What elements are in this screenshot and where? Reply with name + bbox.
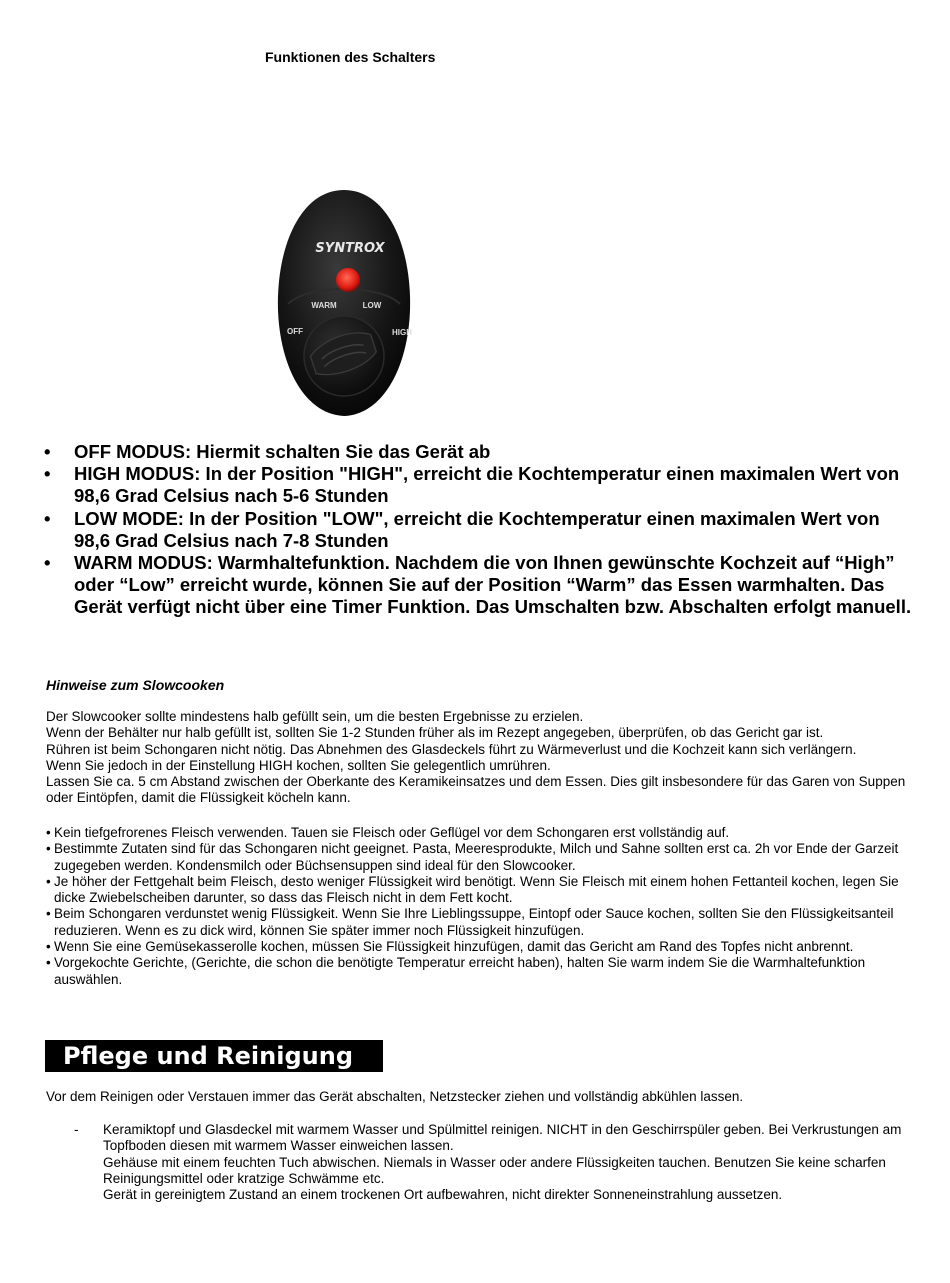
tip-item: • Je höher der Fettgehalt beim Fleisch, desto weniger Flüssigkeit wird benötigt. Wenn Sie Fleisch mit einem hohen Fettanteil kochen, legen Sie dicke Zwiebelscheiben darunter, so dass das Fleisch nicht in dem Fett kocht.: [46, 873, 899, 906]
feature-item-off: • OFF MODUS: Hiermit schalten Sie das Gerät ab: [44, 441, 491, 462]
feature-item-high: • HIGH MODUS: In der Position "HIGH", erreicht die Kochtemperatur einen maximalen Wert von 98,6 Grad Celsius nach 5-6 Stunden: [44, 463, 900, 507]
hinweise-paragraph: Lassen Sie ca. 5 cm Abstand zwischen der Oberkante des Keramikeinsatzes und dem Essen. Dies gilt insbesondere für das Garen von Suppen oder Eintöpfen, damit die Flüssigkeit köcheln kann.: [46, 774, 906, 806]
pflege-line: Keramiktopf und Glasdeckel mit warmem Wasser und Spülmittel reinigen. NICHT in den Geschirrspüler geben. Bei Verkrustungen am Topfboden diesen mit warmem Wasser einweichen lassen.: [103, 1122, 902, 1154]
bullet-icon: •: [44, 441, 51, 462]
hinweise-paragraph: Wenn der Behälter nur halb gefüllt ist, sollten Sie 1-2 Stunden früher als im Rezept angegeben, überprüfen, ob das Gericht gar ist.: [46, 725, 824, 741]
feature-item-low: • LOW MODE: In der Position "LOW", erreicht die Kochtemperatur einen maximalen Wert von 98,6 Grad Celsius nach 7-8 Stunden: [44, 507, 880, 551]
bullet-icon: •: [44, 552, 51, 574]
bullet-icon: •: [46, 906, 51, 922]
hinweise-paragraph: Wenn Sie jedoch in der Einstellung HIGH kochen, sollten Sie gelegentlich umrühren.: [46, 757, 551, 773]
bullet-icon: •: [46, 873, 51, 889]
hinweise-paragraph: Rühren ist beim Schongaren nicht nötig. Das Abnehmen des Glasdeckels führt zu Wärmeverlust und die Kochzeit kann sich verlängern.: [46, 741, 857, 757]
pflege-list: [46, 1122, 926, 1203]
pflege-intro: Vor dem Reinigen oder Verstauen immer das Gerät abschalten, Netzstecker ziehen und vollständig abkühlen lassen.: [46, 1089, 744, 1104]
label-off: OFF: [287, 327, 303, 336]
label-warm: WARM: [311, 301, 337, 310]
hinweise-paragraphs: [46, 709, 926, 807]
bullet-icon: •: [46, 955, 51, 971]
pflege-heading: Pflege und Reinigung: [45, 1040, 383, 1072]
tip-item: • Vorgekochte Gerichte, (Gerichte, die schon die benötigte Temperatur erreicht haben), halten Sie warm indem Sie die Warmhaltefunktion auswählen.: [46, 955, 866, 987]
bullet-icon: •: [46, 825, 51, 840]
hinweise-paragraph: Der Slowcooker sollte mindestens halb gefüllt sein, um die besten Ergebnisse zu erzielen.: [46, 709, 584, 724]
bullet-icon: •: [46, 841, 51, 857]
tip-item: • Beim Schongaren verdunstet wenig Flüssigkeit. Wenn Sie Ihre Lieblingssuppe, Eintopf oder Sauce kochen, sollten Sie den Flüssigkeitsanteil reduzieren. Wenn es zu dick wird, können Sie später immer noch Flüssigkeit hinzufügen.: [46, 906, 894, 938]
hinweise-heading: Hinweise zum Slowcooken: [46, 677, 225, 693]
pflege-line: Gehäuse mit einem feuchten Tuch abwischen. Niemals in Wasser oder andere Flüssigkeiten tauchen. Benutzen Sie keine scharfen Reinigungsmittel oder kratzige Schwämme etc.: [103, 1154, 886, 1186]
pflege-line: Gerät in gereinigtem Zustand an einem trockenen Ort aufbewahren, nicht direkter Sonneneinstrahlung aussetzen.: [103, 1187, 783, 1203]
label-low: LOW: [362, 301, 382, 310]
bullet-icon: •: [44, 463, 51, 485]
tips-list: [46, 825, 926, 988]
tip-item: • Bestimmte Zutaten sind für das Schongaren nicht geeignet. Pasta, Meeresprodukte, Milch und Sahne sollten erst ca. 2h vor Ende der Garzeit zugegeben werden. Kondensmilch oder Büchsensuppen sind ideal für den Slowcooker.: [46, 841, 899, 873]
page-title: Funktionen des Schalters: [265, 49, 436, 65]
switch-device-image: [268, 186, 420, 422]
feature-list: [40, 441, 920, 619]
tip-item: • Kein tiefgefrorenes Fleisch verwenden. Tauen sie Fleisch oder Geflügel vor dem Schongaren erst vollständig auf.: [46, 825, 730, 840]
feature-item-warm: • WARM MODUS: Warmhaltefunktion. Nachdem die von Ihnen gewünschte Kochzeit auf “High” oder “Low” erreicht wurde, können Sie auf der Position “Warm” das Essen warmhalten. Das Gerät verfügt nicht über eine Timer Funktion. Das Umschalten bzw. Abschalten erfolgt manuell.: [44, 552, 912, 618]
brand-logo: SYNTROX: [315, 241, 385, 256]
dash-bullet: -: [74, 1122, 79, 1137]
indicator-led-icon: [336, 268, 360, 292]
bullet-icon: •: [44, 507, 51, 529]
label-high: HIGH: [392, 328, 412, 337]
bullet-icon: •: [46, 939, 51, 955]
tip-item: • Wenn Sie eine Gemüsekasserolle kochen, müssen Sie Flüssigkeit hinzufügen, damit das Gericht am Rand des Topfes nicht anbrennt.: [46, 939, 854, 955]
